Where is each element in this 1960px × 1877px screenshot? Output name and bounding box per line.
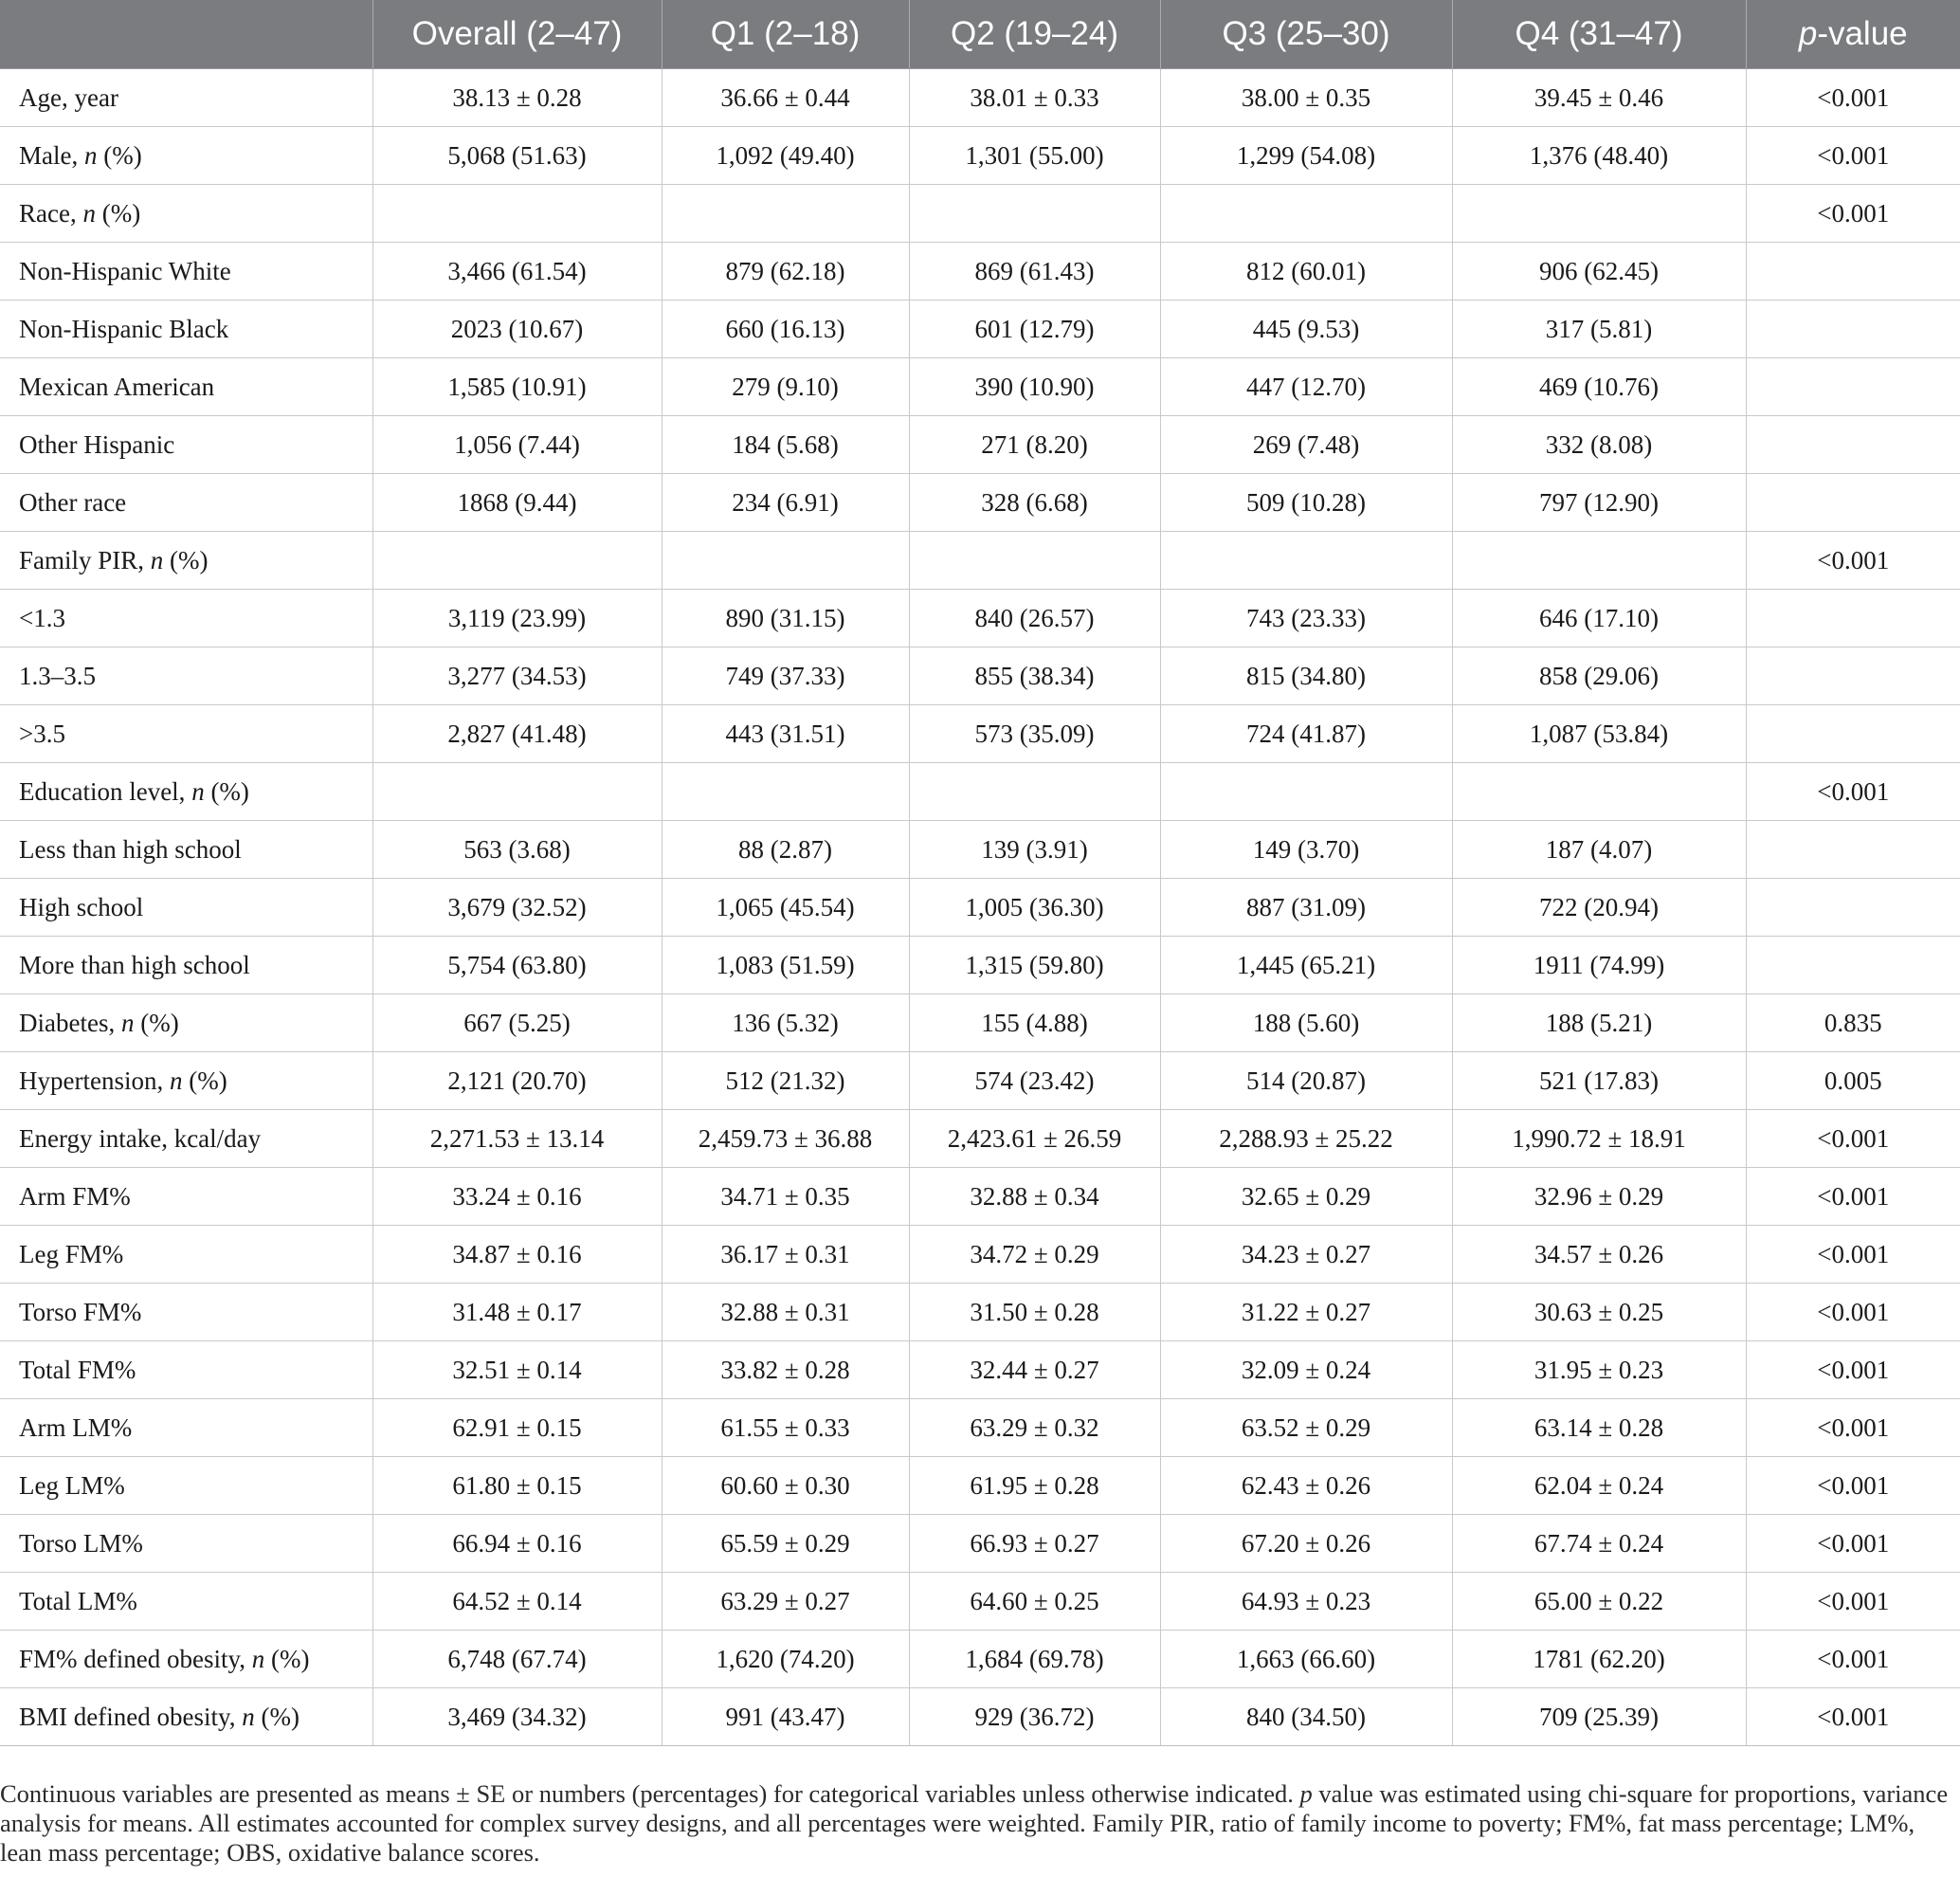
table-cell: 1,585 (10.91) xyxy=(372,358,662,416)
table-cell: 512 (21.32) xyxy=(662,1052,909,1110)
row-label xyxy=(0,301,372,358)
table-row xyxy=(0,1688,1960,1746)
table-footnote xyxy=(0,1779,1952,1868)
p-value-cell: <0.001 xyxy=(1746,185,1960,243)
table-cell: 1868 (9.44) xyxy=(372,474,662,532)
table-row xyxy=(0,1341,1960,1399)
table-cell: 443 (31.51) xyxy=(662,705,909,763)
p-value-cell: <0.001 xyxy=(1746,69,1960,127)
table-cell: 749 (37.33) xyxy=(662,647,909,705)
row-label-text: Total FM% xyxy=(19,1355,136,1384)
row-label xyxy=(0,1631,372,1688)
table-cell: 573 (35.09) xyxy=(909,705,1160,763)
table-cell: 32.51 ± 0.14 xyxy=(372,1341,662,1399)
table-cell: 2,459.73 ± 36.88 xyxy=(662,1110,909,1168)
table-row xyxy=(0,185,1960,243)
table-cell: 63.52 ± 0.29 xyxy=(1160,1399,1452,1457)
table-cell: 1781 (62.20) xyxy=(1452,1631,1746,1688)
table-row xyxy=(0,1052,1960,1110)
table-cell: 887 (31.09) xyxy=(1160,879,1452,937)
table-cell: 62.91 ± 0.15 xyxy=(372,1399,662,1457)
table-cell: 906 (62.45) xyxy=(1452,243,1746,301)
table-cell: 139 (3.91) xyxy=(909,821,1160,879)
row-label-rest: (%) xyxy=(134,1008,179,1037)
table-cell: 61.55 ± 0.33 xyxy=(662,1399,909,1457)
table-cell: 3,469 (34.32) xyxy=(372,1688,662,1746)
table-cell: 3,119 (23.99) xyxy=(372,590,662,647)
row-label-text: 1.3–3.5 xyxy=(19,661,96,690)
table-cell: 840 (26.57) xyxy=(909,590,1160,647)
row-label-text: FM% defined obesity, xyxy=(19,1644,252,1673)
table-row xyxy=(0,590,1960,647)
table-row xyxy=(0,243,1960,301)
table-cell xyxy=(909,763,1160,821)
table-cell: 563 (3.68) xyxy=(372,821,662,879)
table-cell: 67.74 ± 0.24 xyxy=(1452,1515,1746,1573)
header-column-5: Q4 (31–47) xyxy=(1452,0,1746,69)
table-cell: 184 (5.68) xyxy=(662,416,909,474)
p-value-cell: 0.835 xyxy=(1746,994,1960,1052)
table-cell: 279 (9.10) xyxy=(662,358,909,416)
table-cell xyxy=(662,763,909,821)
p-value-cell: <0.001 xyxy=(1746,1226,1960,1284)
table-cell: 1,301 (55.00) xyxy=(909,127,1160,185)
footnote-part1: Continuous variables are presented as means ± SE or numbers (percentages) for categorical variables unless otherwise indicated. xyxy=(0,1779,1300,1808)
table-row xyxy=(0,1399,1960,1457)
table-row xyxy=(0,1110,1960,1168)
table-cell: 929 (36.72) xyxy=(909,1688,1160,1746)
table-cell xyxy=(1160,763,1452,821)
table-cell: 36.17 ± 0.31 xyxy=(662,1226,909,1284)
row-label-italic: n xyxy=(242,1702,255,1731)
table-cell: 574 (23.42) xyxy=(909,1052,1160,1110)
row-label xyxy=(0,1399,372,1457)
row-label xyxy=(0,994,372,1052)
table-cell: 63.29 ± 0.27 xyxy=(662,1573,909,1631)
table-cell: 797 (12.90) xyxy=(1452,474,1746,532)
footnote-part2: value was estimated using chi-square for proportions, variance analysis for means. All estimates accounted for complex survey designs, and all percentages were weighted. Family PIR, ratio of family income to poverty; FM%, fat mass percentage; LM%, lean mass percentage; OBS, oxidative balance scores. xyxy=(0,1779,1949,1867)
table-cell: 1,087 (53.84) xyxy=(1452,705,1746,763)
row-label-italic: n xyxy=(82,198,96,228)
table-row xyxy=(0,1457,1960,1515)
table-cell: 3,679 (32.52) xyxy=(372,879,662,937)
row-label xyxy=(0,127,372,185)
p-value-cell xyxy=(1746,416,1960,474)
row-label-text: Less than high school xyxy=(19,834,242,864)
table-cell: 869 (61.43) xyxy=(909,243,1160,301)
table-cell: 187 (4.07) xyxy=(1452,821,1746,879)
row-label-rest: (%) xyxy=(182,1066,227,1095)
row-label xyxy=(0,1457,372,1515)
table-cell: 1,083 (51.59) xyxy=(662,937,909,994)
table-cell: 709 (25.39) xyxy=(1452,1688,1746,1746)
p-value-cell: <0.001 xyxy=(1746,1515,1960,1573)
row-label-text: Other Hispanic xyxy=(19,429,175,459)
table-cell: 2,423.61 ± 26.59 xyxy=(909,1110,1160,1168)
table-cell xyxy=(909,532,1160,590)
row-label-text: Torso LM% xyxy=(19,1528,143,1558)
row-label xyxy=(0,1341,372,1399)
table-cell: 33.82 ± 0.28 xyxy=(662,1341,909,1399)
table-cell: 601 (12.79) xyxy=(909,301,1160,358)
p-value-cell: <0.001 xyxy=(1746,532,1960,590)
table-cell: 3,277 (34.53) xyxy=(372,647,662,705)
table-cell: 66.94 ± 0.16 xyxy=(372,1515,662,1573)
table-cell: 34.57 ± 0.26 xyxy=(1452,1226,1746,1284)
table-cell xyxy=(1452,185,1746,243)
header-column-3: Q2 (19–24) xyxy=(909,0,1160,69)
table-cell: 5,068 (51.63) xyxy=(372,127,662,185)
table-cell: 2023 (10.67) xyxy=(372,301,662,358)
table-cell: 1,376 (48.40) xyxy=(1452,127,1746,185)
row-label-rest: (%) xyxy=(97,140,142,170)
p-value-cell: <0.001 xyxy=(1746,1168,1960,1226)
row-label xyxy=(0,1688,372,1746)
row-label-text: Leg FM% xyxy=(19,1239,124,1268)
row-label-text: >3.5 xyxy=(19,719,65,748)
p-value-cell xyxy=(1746,474,1960,532)
table-cell xyxy=(372,185,662,243)
table-cell: 390 (10.90) xyxy=(909,358,1160,416)
table-cell: 317 (5.81) xyxy=(1452,301,1746,358)
table-cell: 2,288.93 ± 25.22 xyxy=(1160,1110,1452,1168)
p-value-cell: <0.001 xyxy=(1746,127,1960,185)
table-cell: 1,092 (49.40) xyxy=(662,127,909,185)
p-value-cell: <0.001 xyxy=(1746,1284,1960,1341)
p-value-cell: <0.001 xyxy=(1746,1457,1960,1515)
table-row xyxy=(0,1573,1960,1631)
table-cell: 38.00 ± 0.35 xyxy=(1160,69,1452,127)
table-cell: 34.23 ± 0.27 xyxy=(1160,1226,1452,1284)
row-label xyxy=(0,821,372,879)
table-row xyxy=(0,994,1960,1052)
footnote-text xyxy=(0,1779,1952,1868)
table-cell: 63.29 ± 0.32 xyxy=(909,1399,1160,1457)
table-cell: 2,121 (20.70) xyxy=(372,1052,662,1110)
table-cell: 1,990.72 ± 18.91 xyxy=(1452,1110,1746,1168)
table-cell: 667 (5.25) xyxy=(372,994,662,1052)
p-value-cell: <0.001 xyxy=(1746,1688,1960,1746)
table-cell: 65.00 ± 0.22 xyxy=(1452,1573,1746,1631)
table-cell: 63.14 ± 0.28 xyxy=(1452,1399,1746,1457)
table-cell: 34.72 ± 0.29 xyxy=(909,1226,1160,1284)
table-row xyxy=(0,301,1960,358)
table-cell: 61.80 ± 0.15 xyxy=(372,1457,662,1515)
p-value-cell xyxy=(1746,879,1960,937)
table-cell: 646 (17.10) xyxy=(1452,590,1746,647)
footnote-p-symbol: p xyxy=(1299,1779,1313,1808)
table-row xyxy=(0,1284,1960,1341)
table-cell: 1,065 (45.54) xyxy=(662,879,909,937)
table-cell: 1,299 (54.08) xyxy=(1160,127,1452,185)
row-label xyxy=(0,763,372,821)
table-cell: 1,445 (65.21) xyxy=(1160,937,1452,994)
table-cell xyxy=(1160,185,1452,243)
table-cell: 514 (20.87) xyxy=(1160,1052,1452,1110)
table-cell: 64.93 ± 0.23 xyxy=(1160,1573,1452,1631)
table-cell: 31.95 ± 0.23 xyxy=(1452,1341,1746,1399)
p-value-cell xyxy=(1746,301,1960,358)
table-cell: 33.24 ± 0.16 xyxy=(372,1168,662,1226)
p-value-cell xyxy=(1746,647,1960,705)
table-cell xyxy=(1160,532,1452,590)
table-cell: 88 (2.87) xyxy=(662,821,909,879)
row-label-text: <1.3 xyxy=(19,603,65,632)
header-column-1: Overall (2–47) xyxy=(372,0,662,69)
row-label xyxy=(0,69,372,127)
header-column-6 xyxy=(1746,0,1960,69)
row-label-italic: n xyxy=(251,1644,265,1673)
row-label xyxy=(0,937,372,994)
table-cell: 62.43 ± 0.26 xyxy=(1160,1457,1452,1515)
row-label-rest: (%) xyxy=(254,1702,299,1731)
table-cell: 855 (38.34) xyxy=(909,647,1160,705)
table-row xyxy=(0,879,1960,937)
header-column-2: Q1 (2–18) xyxy=(662,0,909,69)
table-cell: 67.20 ± 0.26 xyxy=(1160,1515,1452,1573)
table-cell: 5,754 (63.80) xyxy=(372,937,662,994)
table-cell: 332 (8.08) xyxy=(1452,416,1746,474)
table-cell: 136 (5.32) xyxy=(662,994,909,1052)
table-cell: 858 (29.06) xyxy=(1452,647,1746,705)
p-value-cell: <0.001 xyxy=(1746,1399,1960,1457)
table-cell: 269 (7.48) xyxy=(1160,416,1452,474)
table-cell: 31.48 ± 0.17 xyxy=(372,1284,662,1341)
table-cell: 2,271.53 ± 13.14 xyxy=(372,1110,662,1168)
table-cell: 32.65 ± 0.29 xyxy=(1160,1168,1452,1226)
table-row xyxy=(0,127,1960,185)
p-value-cell xyxy=(1746,937,1960,994)
table-row xyxy=(0,474,1960,532)
row-label-text: Education level, xyxy=(19,776,192,806)
row-label-text: Arm LM% xyxy=(19,1412,133,1442)
row-label-text: High school xyxy=(19,892,144,921)
table-cell: 31.22 ± 0.27 xyxy=(1160,1284,1452,1341)
row-label xyxy=(0,185,372,243)
table-cell: 3,466 (61.54) xyxy=(372,243,662,301)
row-label-italic: n xyxy=(191,776,205,806)
row-label-text: Family PIR, xyxy=(19,545,151,574)
row-label-italic: n xyxy=(83,140,98,170)
table-cell: 36.66 ± 0.44 xyxy=(662,69,909,127)
table-cell: 38.13 ± 0.28 xyxy=(372,69,662,127)
table-cell: 521 (17.83) xyxy=(1452,1052,1746,1110)
table-cell xyxy=(372,532,662,590)
table-row xyxy=(0,532,1960,590)
row-label-rest: (%) xyxy=(204,776,249,806)
table-cell xyxy=(1452,532,1746,590)
row-label-text: Non-Hispanic White xyxy=(19,256,231,285)
row-label xyxy=(0,474,372,532)
row-label-text: Race, xyxy=(19,198,83,228)
table-cell: 1,663 (66.60) xyxy=(1160,1631,1452,1688)
p-value-cell xyxy=(1746,243,1960,301)
row-label-text: Total LM% xyxy=(19,1586,137,1615)
row-label xyxy=(0,1052,372,1110)
table-cell xyxy=(662,185,909,243)
table-cell: 30.63 ± 0.25 xyxy=(1452,1284,1746,1341)
table-cell: 32.88 ± 0.34 xyxy=(909,1168,1160,1226)
table-cell: 1,005 (36.30) xyxy=(909,879,1160,937)
table-cell: 1,315 (59.80) xyxy=(909,937,1160,994)
table-row xyxy=(0,69,1960,127)
row-label-rest: (%) xyxy=(163,545,209,574)
table-cell: 234 (6.91) xyxy=(662,474,909,532)
table-cell: 155 (4.88) xyxy=(909,994,1160,1052)
table-cell: 743 (23.33) xyxy=(1160,590,1452,647)
row-label xyxy=(0,1573,372,1631)
table-cell: 65.59 ± 0.29 xyxy=(662,1515,909,1573)
table-cell: 39.45 ± 0.46 xyxy=(1452,69,1746,127)
table-cell: 61.95 ± 0.28 xyxy=(909,1457,1160,1515)
row-label xyxy=(0,243,372,301)
p-value-cell xyxy=(1746,590,1960,647)
table-cell: 32.88 ± 0.31 xyxy=(662,1284,909,1341)
table-row xyxy=(0,937,1960,994)
row-label xyxy=(0,590,372,647)
table-row xyxy=(0,821,1960,879)
row-label-italic: n xyxy=(120,1008,135,1037)
header-italic-part: p xyxy=(1798,15,1818,52)
table-cell: 149 (3.70) xyxy=(1160,821,1452,879)
table-cell: 447 (12.70) xyxy=(1160,358,1452,416)
table-cell: 991 (43.47) xyxy=(662,1688,909,1746)
table-cell: 879 (62.18) xyxy=(662,243,909,301)
table-cell: 188 (5.21) xyxy=(1452,994,1746,1052)
row-label-rest: (%) xyxy=(95,198,141,228)
table-cell: 509 (10.28) xyxy=(1160,474,1452,532)
row-label-text: Leg LM% xyxy=(19,1470,125,1500)
row-label-text: BMI defined obesity, xyxy=(19,1702,243,1731)
table-cell: 660 (16.13) xyxy=(662,301,909,358)
row-label xyxy=(0,1284,372,1341)
table-cell: 445 (9.53) xyxy=(1160,301,1452,358)
table-body xyxy=(0,69,1960,1746)
table-cell: 840 (34.50) xyxy=(1160,1688,1452,1746)
table-row xyxy=(0,1168,1960,1226)
row-label xyxy=(0,1515,372,1573)
row-label-text: More than high school xyxy=(19,950,250,979)
table-cell: 6,748 (67.74) xyxy=(372,1631,662,1688)
table-cell: 328 (6.68) xyxy=(909,474,1160,532)
row-label xyxy=(0,647,372,705)
p-value-cell xyxy=(1746,705,1960,763)
header-column-4: Q3 (25–30) xyxy=(1160,0,1452,69)
row-label xyxy=(0,532,372,590)
p-value-cell xyxy=(1746,821,1960,879)
table-cell xyxy=(1452,763,1746,821)
row-label-text: Non-Hispanic Black xyxy=(19,314,229,343)
row-label-text: Age, year xyxy=(19,82,118,112)
row-label xyxy=(0,358,372,416)
table-row xyxy=(0,1631,1960,1688)
row-label-text: Male, xyxy=(19,140,84,170)
table-cell: 38.01 ± 0.33 xyxy=(909,69,1160,127)
table-cell: 722 (20.94) xyxy=(1452,879,1746,937)
row-label-text: Energy intake, kcal/day xyxy=(19,1123,262,1153)
table-cell: 34.71 ± 0.35 xyxy=(662,1168,909,1226)
row-label-italic: n xyxy=(169,1066,183,1095)
table-cell: 469 (10.76) xyxy=(1452,358,1746,416)
header-label-column xyxy=(0,0,372,69)
row-label xyxy=(0,1110,372,1168)
table-cell: 1,684 (69.78) xyxy=(909,1631,1160,1688)
row-label-text: Mexican American xyxy=(19,372,215,401)
table-row xyxy=(0,647,1960,705)
table-cell: 815 (34.80) xyxy=(1160,647,1452,705)
row-label-text: Hypertension, xyxy=(19,1066,170,1095)
table-row xyxy=(0,358,1960,416)
table-cell: 32.44 ± 0.27 xyxy=(909,1341,1160,1399)
row-label xyxy=(0,1226,372,1284)
row-label-rest: (%) xyxy=(264,1644,310,1673)
p-value-cell: <0.001 xyxy=(1746,1110,1960,1168)
row-label-text: Other race xyxy=(19,487,127,517)
table-cell: 890 (31.15) xyxy=(662,590,909,647)
row-label-text: Diabetes, xyxy=(19,1008,121,1037)
header-rest-part: -value xyxy=(1817,15,1908,52)
table-cell: 31.50 ± 0.28 xyxy=(909,1284,1160,1341)
p-value-cell: 0.005 xyxy=(1746,1052,1960,1110)
row-label-text: Arm FM% xyxy=(19,1181,131,1211)
p-value-cell: <0.001 xyxy=(1746,1341,1960,1399)
table-cell: 34.87 ± 0.16 xyxy=(372,1226,662,1284)
table-row xyxy=(0,416,1960,474)
row-label xyxy=(0,1168,372,1226)
row-label xyxy=(0,879,372,937)
table-cell: 1,620 (74.20) xyxy=(662,1631,909,1688)
table-cell: 812 (60.01) xyxy=(1160,243,1452,301)
table-cell: 32.96 ± 0.29 xyxy=(1452,1168,1746,1226)
table-row xyxy=(0,763,1960,821)
table-cell: 60.60 ± 0.30 xyxy=(662,1457,909,1515)
row-label xyxy=(0,416,372,474)
table-cell: 2,827 (41.48) xyxy=(372,705,662,763)
table-cell: 188 (5.60) xyxy=(1160,994,1452,1052)
table-cell: 64.52 ± 0.14 xyxy=(372,1573,662,1631)
table-row xyxy=(0,705,1960,763)
p-value-cell: <0.001 xyxy=(1746,763,1960,821)
row-label-text: Torso FM% xyxy=(19,1297,142,1326)
table-cell: 66.93 ± 0.27 xyxy=(909,1515,1160,1573)
table-cell: 32.09 ± 0.24 xyxy=(1160,1341,1452,1399)
table-cell: 1911 (74.99) xyxy=(1452,937,1746,994)
table-header-row xyxy=(0,0,1960,69)
row-label-italic: n xyxy=(150,545,164,574)
table-row xyxy=(0,1515,1960,1573)
p-value-cell xyxy=(1746,358,1960,416)
table-cell xyxy=(372,763,662,821)
table-row xyxy=(0,1226,1960,1284)
p-value-cell: <0.001 xyxy=(1746,1631,1960,1688)
table-cell: 271 (8.20) xyxy=(909,416,1160,474)
table-cell: 1,056 (7.44) xyxy=(372,416,662,474)
row-label xyxy=(0,705,372,763)
table-cell xyxy=(662,532,909,590)
table-cell: 62.04 ± 0.24 xyxy=(1452,1457,1746,1515)
table-cell: 724 (41.87) xyxy=(1160,705,1452,763)
table-cell: 64.60 ± 0.25 xyxy=(909,1573,1160,1631)
table-cell xyxy=(909,185,1160,243)
p-value-cell: <0.001 xyxy=(1746,1573,1960,1631)
